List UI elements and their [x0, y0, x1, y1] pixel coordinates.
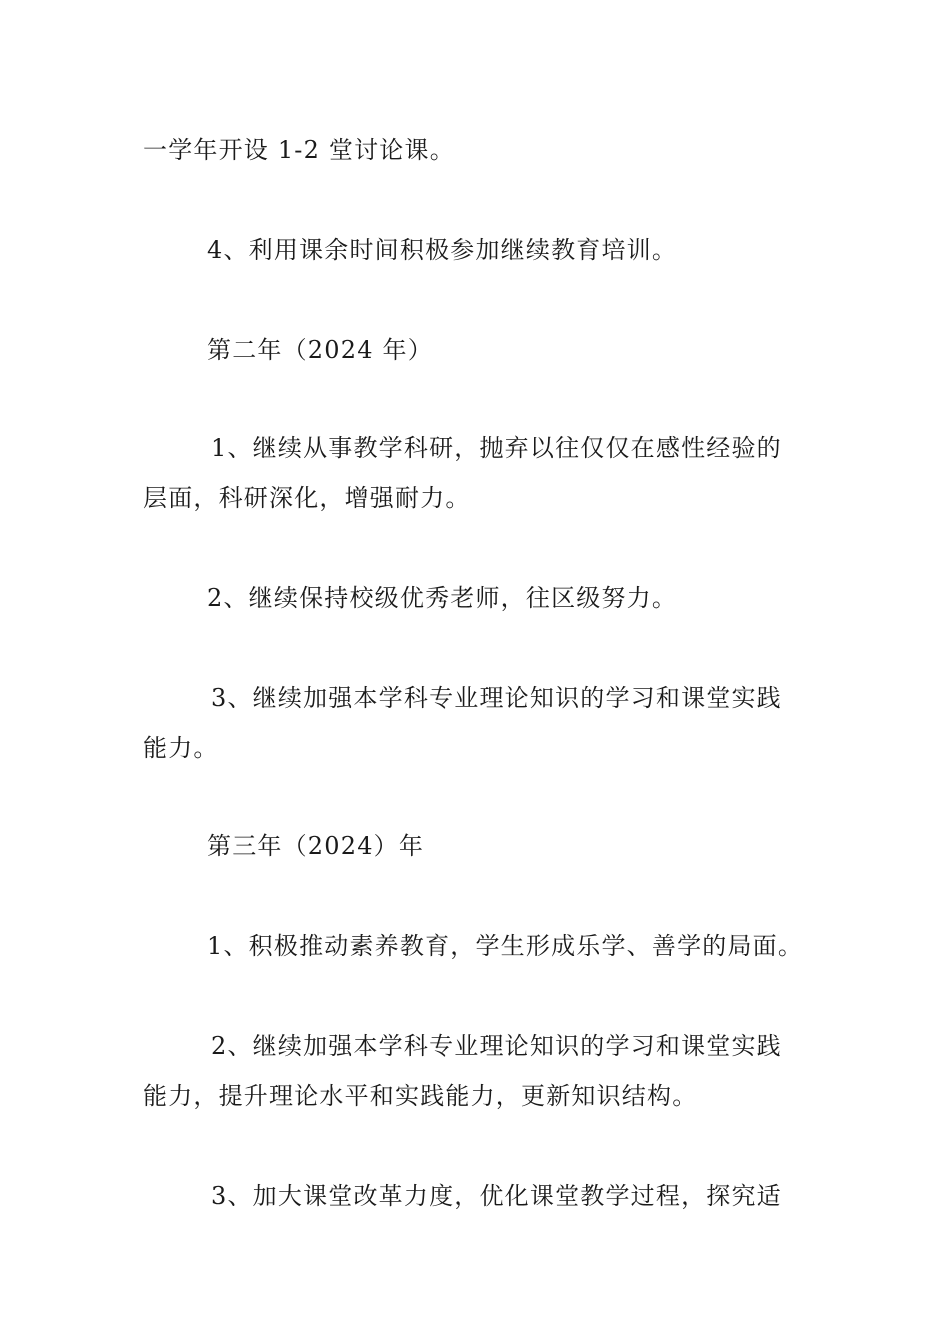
text-line-item-1-year3: 1、积极推动素养教育，学生形成乐学、善学的局面。 [207, 932, 804, 960]
section-heading-year-3: 第三年（2024）年 [207, 832, 425, 860]
text-line-continuation: 一学年开设 1-2 堂讨论课。 [143, 136, 455, 164]
section-heading-year-2: 第二年（2024 年） [207, 336, 433, 364]
text-line-item-2-year3-cont: 能力，提升理论水平和实践能力，更新知识结构。 [143, 1082, 698, 1110]
text-line-item-1-cont: 层面，科研深化，增强耐力。 [143, 484, 471, 512]
text-line-item-2-year3: 2、继续加强本学科专业理论知识的学习和课堂实践 [211, 1032, 782, 1060]
text-line-item-2: 2、继续保持校级优秀老师，往区级努力。 [207, 584, 678, 612]
text-line-item-3-year3: 3、加大课堂改革力度，优化课堂教学过程，探究适 [211, 1182, 782, 1210]
text-line-item-3-cont: 能力。 [143, 734, 219, 762]
text-line-item-4: 4、利用课余时间积极参加继续教育培训。 [207, 236, 678, 264]
text-line-item-1: 1、继续从事教学科研，抛弃以往仅仅在感性经验的 [211, 434, 782, 462]
text-line-item-3: 3、继续加强本学科专业理论知识的学习和课堂实践 [211, 684, 782, 712]
